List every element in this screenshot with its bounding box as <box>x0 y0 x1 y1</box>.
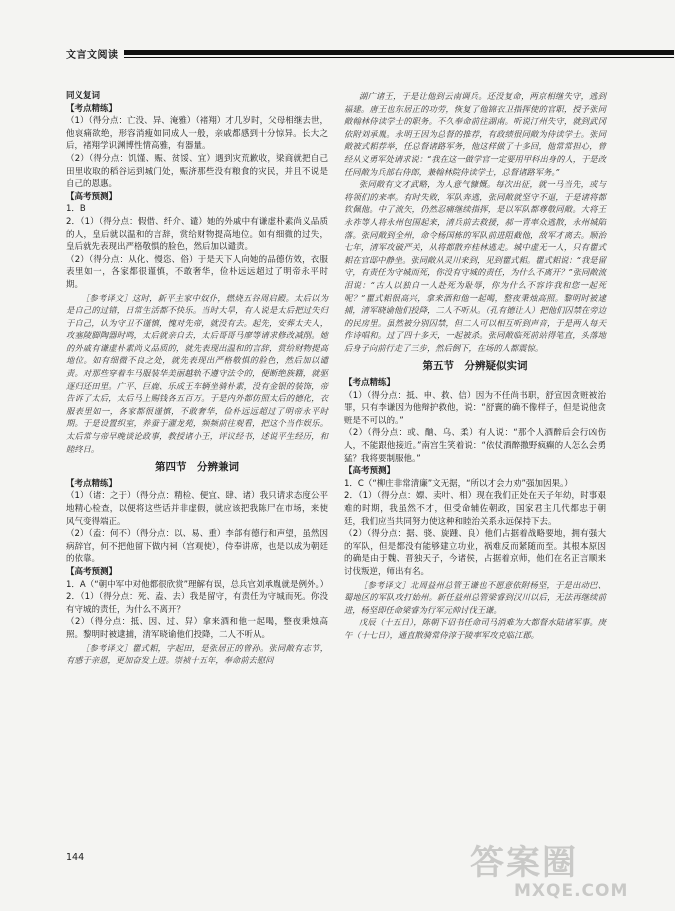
answer-paragraph: （1）（得分点：抵、申、救、信）因为不任尚书职，舒宣因贪赃被治罪，只有李谦因为他辩护救他，说：“舒竇的确不像样子，但是说他贪赃是不可以的。” <box>344 390 606 426</box>
answer-paragraph: （2）（得分点：抵、因、过、舁）拿来酒和他一起喝，整夜秉烛高照。黎明时被逮捕，清军晓谕他们投降，二人不听从。 <box>66 617 328 640</box>
answer-paragraph: 2．（1）（得分点：假借、纤介、谴）她的外戚中有谦虚朴素尚义品质的人，皇后就以温和的言辞，赏给财物提高地位。如有细微的过失，皇后就先表现出严格敬惧的脸色，然后加以谴责。 <box>66 216 328 253</box>
reference-translation: 戊辰（十五日），陈朝下诏书任命司马消难为大都督水陆诸军事。庚午（十七日），通直散骑常侍淳于陵率军攻克临江郡。 <box>344 617 606 640</box>
page-number: 144 <box>66 852 85 863</box>
section-label: 【高考预测】 <box>66 566 118 577</box>
answer-paragraph: 1．B <box>66 204 86 215</box>
answer-paragraph: （2）（盍：何不）（得分点：以、易、重）李郃有德行和声望，虽然因病辞官，何不把他留下做内祠（宫观使），侍奉讲席，也是以成为朝廷的依靠。 <box>66 529 328 565</box>
answer-paragraph: 1．A（“朝中军中对他都很欣赏”理解有误，总兵官刘承胤就是例外。） <box>66 579 329 590</box>
watermark-url: MXQE.COM <box>514 881 629 901</box>
header-rule-thin <box>124 57 674 58</box>
reference-translation: ［参考译文］瞿式耜，字起田，是张居正的曾孙。张同敞有志节，有感于亲恩，更加奋发上进。崇祯十五年，奉命前去慰问 <box>66 642 328 666</box>
watermark-logo: 答案圈 <box>470 843 578 883</box>
section-label: 同义复词 <box>66 91 101 101</box>
section-label: 【考点精练】 <box>66 478 118 489</box>
left-column <box>66 90 328 667</box>
answer-paragraph: （1）（得分点：亡没、异、淹雅）（褚翔）才几岁时，父母相继去世，他哀痛欲绝，形容消瘦如同成人一般，亲戚都感到十分惊异。长大之后，褚翔学识渊博性情高雅，有器量。 <box>66 116 328 152</box>
section-heading: 第四节 分辨兼词 <box>155 461 239 474</box>
watermark <box>470 835 660 905</box>
answer-paragraph: 2．（1）（得分点：死、盍、去）我是留守，有责任为守城而死。你没有守城的责任，为什么不离开？ <box>66 592 328 615</box>
header-rule <box>124 50 674 55</box>
answer-paragraph: （2）（得分点：或、酗、乌、柔）有人说：“那个人酒醉后会行凶伤人，不能跟他接近。”南宫生笑着说：“依仗酒醉撒野疯癫的人怎么会勇猛？我将要制服他。” <box>344 428 606 464</box>
page-header <box>66 44 631 64</box>
reference-translation: 湖广诸王，于是让他到云南调兵。还没复命，两京相继失守，逃到福建。唐王也东居正的功劳，恢复了他锦衣卫指挥使的官职，授予张同敞翰林侍读学士的职务。不久奉命前往湖南。听说汀州失守，就到武冈依附刘承胤。永明王因为总督的推荐，有政绩很同敞为侍读学士。张同敞被式耜荐举，任总督诸路军务，他这样做了十多回，他常常担心，曾经从义勇军处请求说：“我在这一做学官一定要用甲科出身的人，于是改任同敞为兵部右侍郎，兼翰林院侍读学士，总督诸路军务。” <box>344 91 606 177</box>
answer-paragraph: （2）（得分点：从化、慢恣、俗）于是天下人向她的品德仿效，衣服表里如一，各家都很谨慎，不敢奢华，俭朴远远超过了明帝永平时期。 <box>66 254 328 290</box>
right-column <box>344 90 606 642</box>
answer-paragraph: （1）（诸：之于）（得分点：精检、便宜、肆、诸）我只请求态度公平地精心检查，以便将这些话并非虚假，就应该把我陈尸在市场，来使风气变得端正。 <box>66 491 328 527</box>
reference-translation: ［参考译文］这时，新平主家中奴仆，燃烧五谷周启殿。太后以为是自己的过错，日常生活都不快乐。当时大旱，有人说是太后把过失归于自己，认为守卫不谨慎，愧对先帝，就没有去。起先，安葬太夫人，攻塞陵脚陶器时鸣，太后就亲自去，太后哥哥马廖等请求修改减削。她的外戚有谦虚朴素尚义品质的，就先表现出温和的言辞，赏给财物提高地位。如有细微不良之处，就先表现出严格敬惧的脸色，然后加以谴责。对那些穿着车马服装华美丽越轨不遵守法令的，便断绝族籍，就驱逐归还田里。广平、巨鹿、乐成王车辆坐骑朴素，没有金银的装饰，帝告诉了太后，太后马上赐钱各五百万。于是内外都仿照太后的德化，衣服表里如一，各家都很谨慎，不敢奢华，俭朴远远超过了明帝永平时期。于是设置织室，养蚕于濯龙苑，频频前往观看，把这个当作娱乐。太后常与帝早晚谈论政事，教授诸小王，评议经书，述说平生经历，和睦终日。 <box>66 292 328 454</box>
answer-paragraph: 2．（1）（得分点：嫖、卖叶、相）现在我们正处在天子年幼，时事艰难的时期，我虽然不才，但受命辅佐朝政，国家君主几代都忠于朝廷，我们应当共同努力使这种和睦治关系永远保持下去。 <box>344 491 606 527</box>
section-label: 【高考预测】 <box>66 191 118 202</box>
section-heading: 第五节 分辨疑似实词 <box>422 360 528 373</box>
section-label: 【高考预测】 <box>344 466 396 477</box>
reference-translation: ［参考译文］北周益州总管王谦也不愿意依附杨坚，于是出动巴、蜀地区的军队攻打始州。新任益州总管梁睿到汉川以后，无法再继续前进，杨坚即任命梁睿为行军元帅讨伐王谦。 <box>344 579 606 615</box>
answer-paragraph: （2）（得分点：饥馑、赈、贫馁、宜）遇到灾荒歉收，梁商就把自己田里收取的稻谷运到城门处，赈济那些没有粮食的灾民，并且不说是自己的恩惠。 <box>66 153 328 190</box>
header-title: 文言文阅读 <box>66 50 119 61</box>
section-label: 【考点精练】 <box>66 103 118 114</box>
answer-paragraph: 1．C（“柳庄非常清廉”文无据，“所以才会力劝”强加因果。） <box>344 478 573 489</box>
reference-translation: 张同敞有文才武略，为人意气慷慨。每次出征，就一马当先，或与将领们的来率。有时失败，军队奔逃，张同敞就坚守不退，于是诸将都钦佩他。中了流矢，仍然忍痛继续指挥，是以军队都尊敬同敞。大将王永祚等人将永州包围起来，清兵前去救援，郝一青率众逃散，永州城陷落。张同敞到全州，命令杨国栋的军队前进阻截他，敌军才离去。顺治七年，清军攻破严关，从将都散弃桂林逃走。城中虚无一人，只有瞿式耜在官邸中静坐。张同敞从灵川来到，见到瞿式耜。瞿式耜说：“我是留守，有责任为守城而死，你没有守城的责任，为什么不离开？”张同敞流泪说：“古人以独自一人赴死为耻辱，你为什么不容许我和您一起死呢？”瞿式耜很高兴，拿来酒和他一起喝，整夜秉烛高照。黎明时被逮捕，清军晓谕他们投降，二人不听从。（孔有德让人）把他们囚禁在旁边的民房里。虽然被分别囚禁，但二人可以相互听到声音，于是两人每天作诗唱和。过了四十多天，一起被杀。张同敞临死前站得笔直，头落地后身子向前行走了三步，然后倒下，在场的人都震惊。 <box>344 179 606 353</box>
section-label: 【考点精练】 <box>344 378 396 389</box>
answer-paragraph: （2）（得分点：据、骁、旋踵、良）他们占据着战略要地，拥有强大的军队，但是都没有能够建立功业，祸难反而紧随而至。其根本原因的确是由于魏、晋独天子，今诸侯，占据着京师，他们在名正言顺来讨伐叛逆，师出有名。 <box>344 529 606 577</box>
